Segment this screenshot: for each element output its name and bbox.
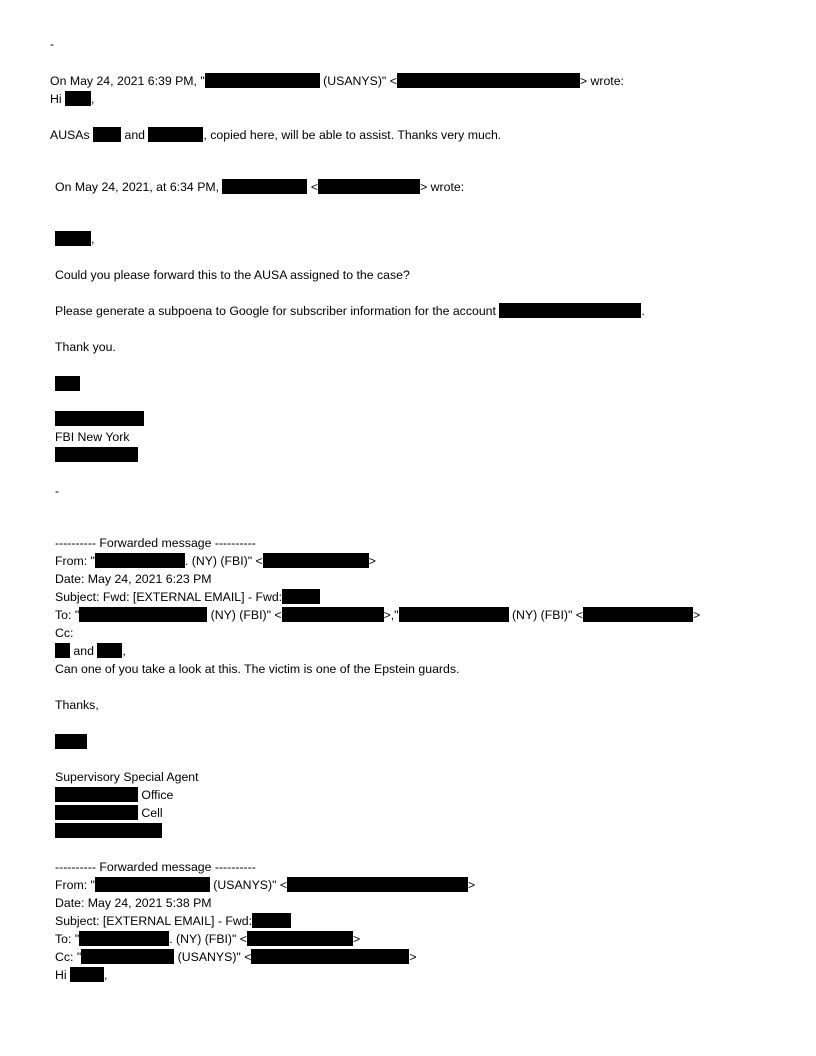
redaction-block	[148, 127, 203, 142]
reply-body	[50, 127, 501, 143]
signature-cell	[55, 805, 163, 821]
redaction-block	[263, 553, 369, 568]
forward1-from	[55, 553, 376, 569]
redaction-block	[251, 949, 409, 964]
signature-name	[55, 734, 87, 750]
redaction-block	[93, 127, 121, 142]
signature-title: Supervisory Special Agent	[55, 770, 199, 784]
body-prefix: AUSAs	[50, 128, 94, 142]
forward1-date: Date: May 24, 2021 6:23 PM	[55, 572, 212, 586]
forward2-cc	[55, 949, 417, 965]
redaction-block	[583, 607, 693, 622]
redaction-block	[79, 931, 169, 946]
forwarded-divider: ---------- Forwarded message ----------	[55, 860, 256, 874]
redaction-block	[55, 447, 138, 462]
from-suffix: >	[368, 554, 376, 568]
redaction-block	[79, 607, 207, 622]
forwarded-divider: ---------- Forwarded message ----------	[55, 536, 256, 550]
agent-header-mid: <	[307, 180, 319, 194]
body-suffix: , copied here, will be able to assist. Thanks very much.	[203, 128, 502, 142]
redaction-block	[282, 607, 384, 622]
body-and: and	[121, 128, 149, 142]
redaction-block	[318, 179, 420, 194]
forward2-to	[55, 931, 360, 947]
redaction-block	[205, 73, 320, 88]
subject-prefix: Subject: [EXTERNAL EMAIL] - Fwd:	[55, 914, 253, 928]
reply-header-agent	[55, 179, 464, 195]
subpoena-suffix: .	[641, 304, 645, 318]
cc-mid: (USANYS)" <	[174, 950, 252, 964]
redaction-block	[55, 823, 162, 838]
greeting-prefix: Hi	[55, 968, 71, 982]
to-mid1: (NY) (FBI)" <	[207, 608, 282, 622]
redaction-block	[95, 553, 185, 568]
agent-subpoena-line	[55, 303, 645, 319]
to-mid: . (NY) (FBI)" <	[169, 932, 247, 946]
redaction-block	[55, 231, 91, 246]
signature-org: FBI New York	[55, 430, 130, 444]
greeting-prefix: Hi	[50, 92, 66, 106]
to-mid3: (NY) (FBI)" <	[508, 608, 583, 622]
redaction-block	[55, 376, 80, 391]
greeting-suffix: ,	[104, 968, 108, 982]
forward2-from	[55, 877, 475, 893]
signature-name	[55, 376, 80, 392]
agent-request-line: Could you please forward this to the AUSA assigned to the case?	[55, 268, 410, 282]
cc-suffix: >	[409, 950, 417, 964]
redaction-block	[55, 787, 138, 802]
to-suffix: >	[692, 608, 701, 622]
agent-header-prefix: On May 24, 2021, at 6:34 PM,	[55, 180, 223, 194]
signature-line	[55, 823, 162, 839]
reply-header-suffix: > wrote:	[579, 74, 624, 88]
subpoena-prefix: Please generate a subpoena to Google for subscriber information for the account	[55, 304, 500, 318]
forward1-thanks: Thanks,	[55, 698, 99, 712]
reply-header-prefix: On May 24, 2021 6:39 PM, "	[50, 74, 205, 88]
subject-prefix: Subject: Fwd: [EXTERNAL EMAIL] - Fwd:	[55, 590, 283, 604]
reply-greeting	[50, 91, 94, 107]
redaction-block	[81, 949, 174, 964]
signature-office	[55, 787, 173, 803]
redaction-block	[55, 643, 70, 658]
forward1-cc: Cc:	[55, 626, 74, 640]
to-prefix: To: "	[55, 608, 80, 622]
redaction-block	[222, 179, 307, 194]
from-prefix: From: "	[55, 878, 95, 892]
agent-greeting	[55, 231, 94, 247]
redaction-block	[55, 805, 138, 820]
forward2-subject	[55, 913, 291, 929]
agent-greeting-suffix: ,	[91, 232, 95, 246]
separator-dash: -	[50, 37, 55, 51]
signature-line	[55, 447, 138, 463]
separator-dash: -	[55, 484, 60, 498]
agent-header-suffix: > wrote:	[420, 180, 465, 194]
forward2-greeting	[55, 967, 107, 983]
forward1-subject	[55, 589, 320, 605]
agent-thanks: Thank you.	[55, 340, 116, 354]
redaction-block	[399, 607, 509, 622]
redaction-block	[287, 877, 468, 892]
from-mid: (USANYS)" <	[209, 878, 288, 892]
greeting-suffix: ,	[91, 92, 95, 106]
forward1-to	[55, 607, 700, 623]
reply-header-usanys	[50, 73, 624, 89]
to-suffix: >	[353, 932, 361, 946]
redaction-block	[55, 734, 87, 749]
redaction-block	[65, 91, 91, 106]
signature-line	[55, 411, 144, 427]
cc-prefix: Cc: "	[55, 950, 82, 964]
redaction-block	[397, 73, 580, 88]
forward1-addressees	[55, 643, 126, 659]
to-prefix: To: "	[55, 932, 80, 946]
redaction-block	[55, 411, 144, 426]
cell-label: Cell	[138, 806, 163, 820]
from-mid: . (NY) (FBI)" <	[184, 554, 263, 568]
redaction-block	[282, 589, 320, 604]
redaction-block	[95, 877, 210, 892]
redaction-block	[247, 931, 353, 946]
from-suffix: >	[468, 878, 476, 892]
forward2-date: Date: May 24, 2021 5:38 PM	[55, 896, 212, 910]
redaction-block	[97, 643, 122, 658]
to-mid2: >,"	[383, 608, 399, 622]
office-label: Office	[138, 788, 174, 802]
redaction-block	[252, 913, 291, 928]
names-and: and	[70, 644, 98, 658]
redaction-block	[499, 303, 641, 318]
redaction-block	[70, 967, 104, 982]
reply-header-mid: (USANYS)" <	[319, 74, 397, 88]
names-suffix: ,	[122, 644, 126, 658]
from-prefix: From: "	[55, 554, 95, 568]
forward1-body: Can one of you take a look at this. The victim is one of the Epstein guards.	[55, 662, 460, 676]
